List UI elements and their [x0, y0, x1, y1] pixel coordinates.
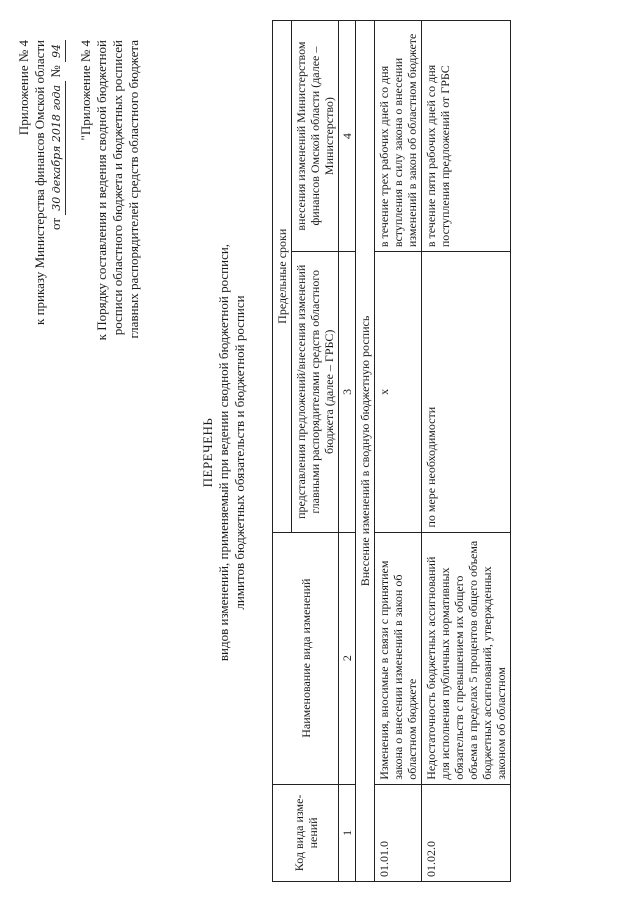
handwritten-number: 94	[49, 40, 66, 62]
section-row	[356, 21, 375, 882]
row-ministry: в течение трех рабочих дней со дня вступления в силу закона о внесении изменений в закон об областном бюджете	[375, 21, 422, 252]
column-numbers-row	[339, 21, 356, 882]
header-submit: представления предложений/внесения изменений главными распорядителями средств областного бюджета (далее – ГРБС)	[292, 252, 339, 532]
column-number: 4	[339, 21, 356, 252]
row-code: 01.01.0	[375, 784, 422, 881]
document-title	[200, 0, 248, 905]
header-terms: Предельные сроки	[273, 21, 292, 533]
appendix2-line: росписи областного бюджета и бюджетных росписей	[110, 40, 125, 336]
column-number: 2	[339, 532, 356, 784]
section-title: Внесение изменений в сводную бюджетную роспись	[356, 21, 375, 882]
column-number: 3	[339, 252, 356, 532]
appendix2-title: "Приложение № 4	[78, 40, 93, 141]
appendix-title: Приложение № 4	[16, 40, 31, 136]
row-ministry: в течение пяти рабочих дней со дня поступления предложений от ГРБС	[422, 21, 511, 252]
handwritten-date: 30 декабря 2018 года	[49, 81, 66, 215]
title-line: видов изменений, применяемый при ведении сводной бюджетной росписи,	[216, 243, 231, 662]
header-code: Код вида изме-нений	[273, 784, 339, 881]
table-row	[422, 21, 511, 882]
title-head: ПЕРЕЧЕНЬ	[200, 417, 215, 488]
title-line: лимитов бюджетных обязательств и бюджетной росписи	[232, 295, 247, 610]
appendix-order: к приказу Министерства финансов Омской области	[32, 40, 47, 325]
row-name: Недостаточность бюджетных ассигнований для исполнения публичных нормативных обязательств с превышением их общего объема в пределах 5 процентов общего объема бюджетных ассигнований, утвержденных законом об областном	[422, 532, 511, 784]
appendix2-line: главных распорядителей средств областного бюджета	[126, 40, 141, 339]
header-name: Наименование вида изменений	[273, 532, 339, 784]
row-name: Изменения, вносимые в связи с принятием закона о внесении изменений в закон об областном бюджете	[375, 532, 422, 784]
appendix-date-line: от 30 декабря 2018 года № 94	[48, 40, 66, 325]
header-row	[273, 21, 292, 882]
row-submit: по мере необходимости	[422, 252, 511, 532]
appendix-procedure	[78, 40, 142, 340]
table-row	[375, 21, 422, 882]
appendix-header	[16, 40, 66, 325]
changes-table	[272, 20, 511, 882]
row-submit: х	[375, 252, 422, 532]
header-ministry: внесения изменений Министерством финансов Омской области (далее – Министерство)	[292, 21, 339, 252]
row-code: 01.02.0	[422, 784, 511, 881]
appendix2-line: к Порядку составления и ведения сводной бюджетной	[94, 40, 109, 341]
column-number: 1	[339, 784, 356, 881]
